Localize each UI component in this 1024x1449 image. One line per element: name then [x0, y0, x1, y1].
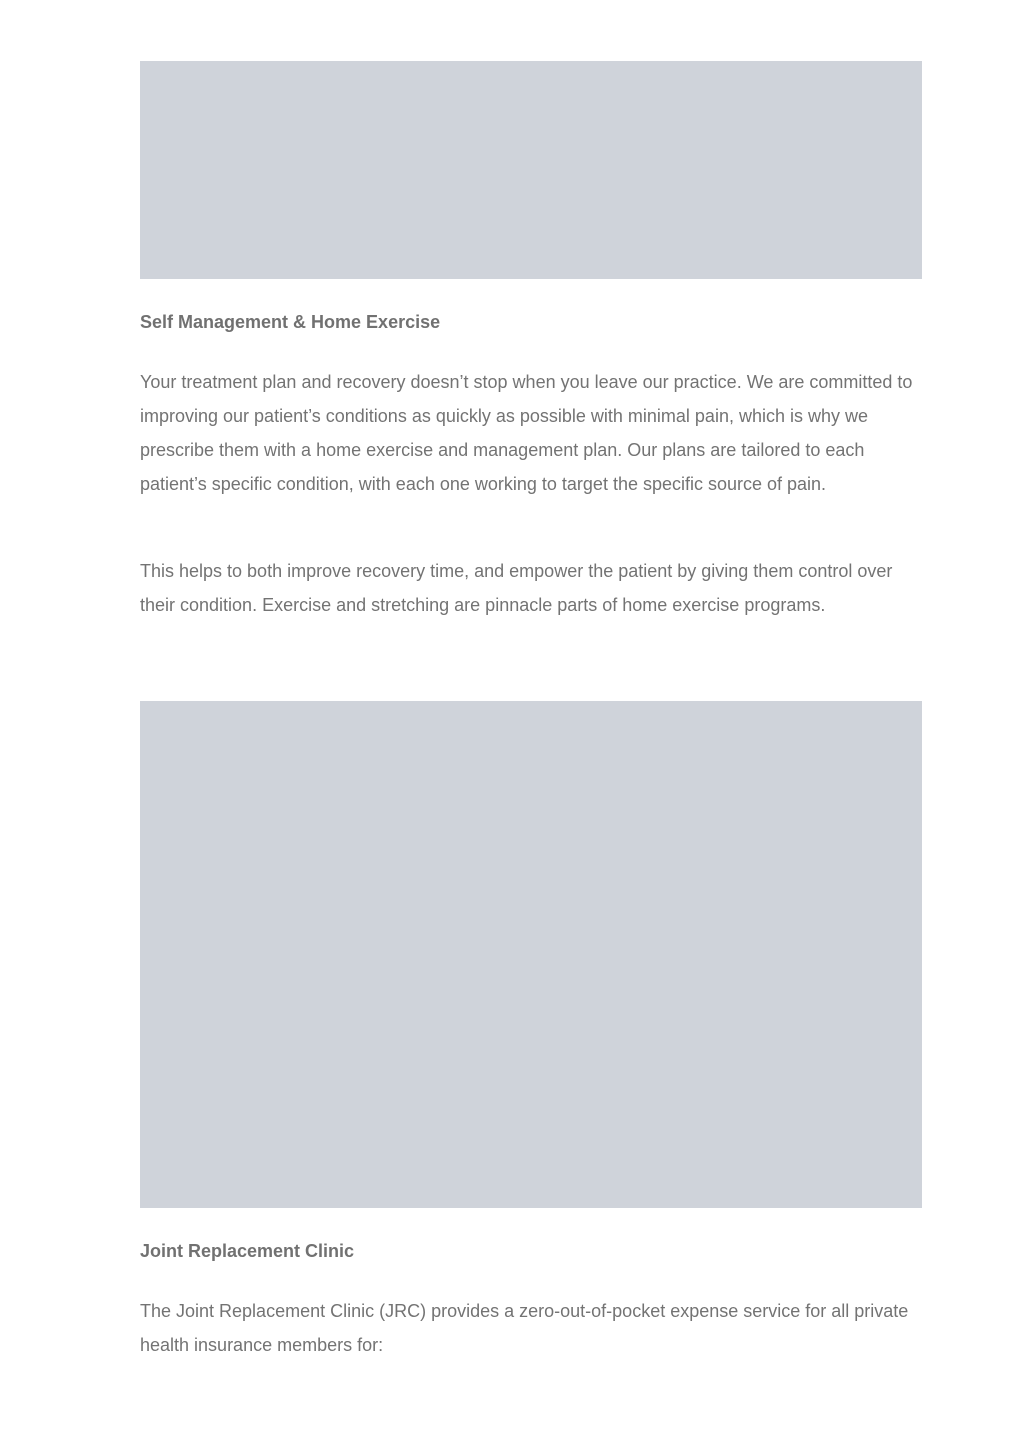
section-heading-joint-replacement: Joint Replacement Clinic — [140, 1241, 355, 1261]
section-heading-self-management: Self Management & Home Exercise — [140, 312, 441, 332]
section-paragraph: Your treatment plan and recovery doesn’t stop when you leave our practice. We are committed to improving our patient’s conditions as quickly as possible with minimal pain, which is why we prescribe them with a home exercise and management plan. Our plans are tailored to each patient’s specific condition, with each one working to target the specific source of pain. — [140, 372, 913, 494]
section-paragraph: This helps to both improve recovery time, and empower the patient by giving them control over their condition. Exercise and stretching are pinnacle parts of home exercise programs. — [140, 561, 893, 615]
section-paragraph: The Joint Replacement Clinic (JRC) provides a zero-out-of-pocket expense service for all private health insurance members for: — [140, 1301, 909, 1355]
image-placeholder-self-management — [140, 61, 922, 279]
image-placeholder-joint-replacement — [140, 701, 922, 1208]
